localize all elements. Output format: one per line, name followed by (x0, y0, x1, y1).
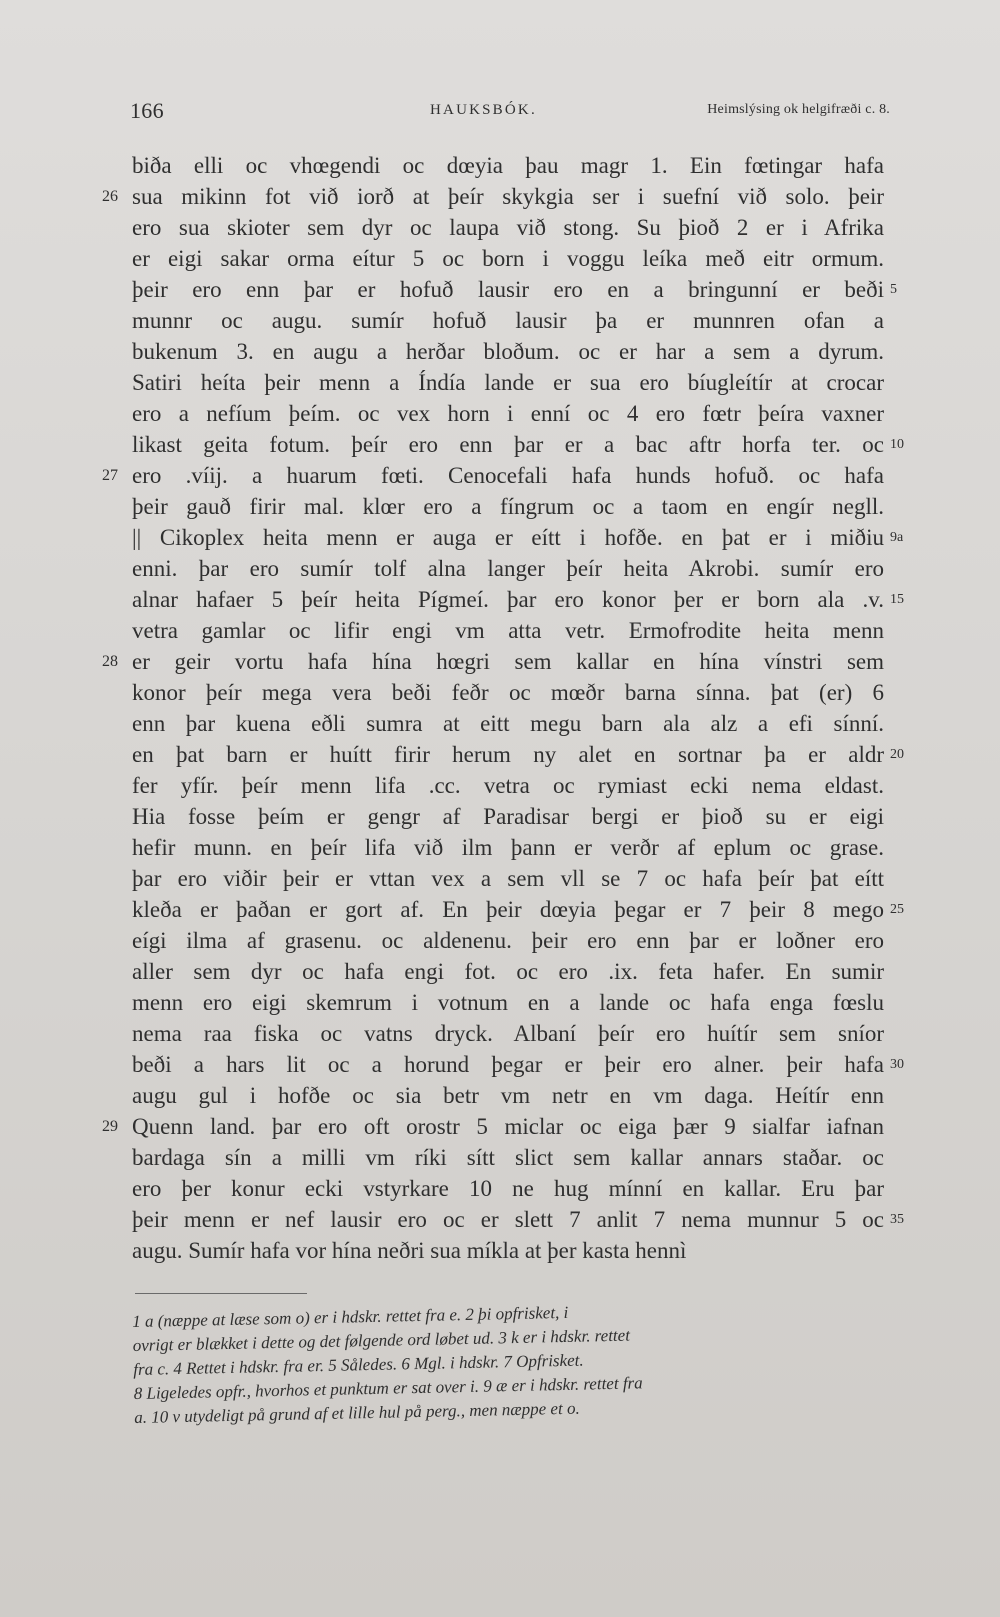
line-text: augu. Sumír hafa vor hína neðri sua míkla at þer kasta hennì (132, 1238, 687, 1263)
footnote-line: ovrigt er blækket i dette og det følgende ord løbet ud. 3 k er i hdskr. rettet (132, 1325, 631, 1355)
text-line (132, 1173, 892, 1204)
line-text: ero a nefíum þeím. oc vex horn i enní oc 4 ero fœtr þeíra vaxner (132, 401, 884, 426)
text-line (132, 553, 892, 584)
right-margin-number: 9a (890, 530, 904, 545)
line-text: þeir menn er nef lausir ero oc er slett 7 anlit 7 nema munnur 5 oc (132, 1207, 884, 1232)
running-title: HAUKSBÓK. (430, 102, 537, 118)
line-text: ero .víij. a huarum fœti. Cenocefali hafa hunds hofuð. oc hafa (132, 463, 884, 488)
line-text: er geir vortu hafa hína hœgri sem kallar en hína vínstri sem (132, 649, 884, 674)
text-line (132, 212, 892, 243)
text-line (132, 522, 904, 553)
line-text: vetra gamlar oc lifir engi vm atta vetr. Ermofrodite heita menn (132, 618, 884, 643)
line-text: biða elli oc vhœgendi oc dœyia þau magr 1. Ein fœtingar hafa (132, 153, 884, 178)
line-text: en þat barn er huítt firir herum ny alet en sortnar þa er aldr (132, 742, 884, 767)
line-text: þar ero viðir þeir er vttan vex a sem vll se 7 oc hafa þeír þat eítt (132, 866, 884, 891)
line-text: beði a hars lit oc a horund þegar er þeir ero alner. þeir hafa (132, 1052, 884, 1077)
line-text: þeir gauð firir mal. klœr ero a fíngrum oc a taom en engír negll. (132, 494, 884, 519)
line-text: fer yfír. þeír menn lifa .cc. vetra oc rymiast ecki nema eldast. (132, 773, 884, 798)
line-text: nema raa fiska oc vatns dryck. Albaní þeír ero huítír sem sníor (132, 1021, 884, 1046)
text-line (132, 1018, 892, 1049)
text-line (132, 274, 897, 305)
left-margin-number: 29 (102, 1118, 118, 1135)
text-line (132, 367, 892, 398)
right-margin-number: 5 (890, 282, 897, 297)
line-text: munnr oc augu. sumír hofuð lausir þa er munnren ofan a (132, 308, 884, 333)
text-line (132, 832, 892, 863)
left-margin-number: 26 (102, 188, 118, 205)
line-text: Satiri heíta þeir menn a Índía lande er sua ero bíugleítír at crocar (132, 370, 884, 395)
line-text: bukenum 3. en augu a herðar bloðum. oc er har a sem a dyrum. (132, 339, 884, 364)
line-text: enn þar kuena eðli sumra at eitt megu barn ala alz a efi sínní. (132, 711, 884, 736)
line-text: Hia fosse þeím er gengr af Paradisar bergi er þioð su er eigi (132, 804, 884, 829)
text-line (132, 305, 892, 336)
text-line (132, 708, 892, 739)
text-line (132, 491, 892, 522)
text-line (132, 398, 892, 429)
right-margin-number: 15 (890, 592, 904, 607)
footnote-rule (135, 1293, 307, 1294)
footnote-line: a. 10 v utydeligt på grund af et lille hul på perg., men næppe et o. (134, 1398, 580, 1427)
right-margin-number: 30 (890, 1057, 904, 1072)
text-line (132, 429, 904, 460)
line-text: menn ero eigi skemrum i votnum en a lande oc hafa enga fœslu (132, 990, 884, 1015)
text-line (132, 739, 904, 770)
text-line (132, 1080, 892, 1111)
line-text: ero sua skioter sem dyr oc laupa við stong. Su þioð 2 er i Afrika (132, 215, 884, 240)
right-margin-number: 20 (890, 747, 904, 762)
text-line (132, 150, 892, 181)
line-text: alnar hafaer 5 þeír heita Pígmeí. þar ero konor þer er born ala .v. (132, 587, 884, 612)
line-text: aller sem dyr oc hafa engi fot. oc ero .ix. feta hafer. En sumir (132, 959, 884, 984)
section-title: Heimslýsing ok helgifræði c. 8. (707, 102, 890, 117)
line-text: augu gul i hofðe oc sia betr vm netr en vm daga. Heítír enn (132, 1083, 884, 1108)
text-line (132, 894, 904, 925)
text-line (132, 956, 892, 987)
text-line (102, 460, 892, 491)
line-text: kleða er þaðan er gort af. En þeir dœyia þegar er 7 þeir 8 mego (132, 897, 884, 922)
footnote-line: 8 Ligeledes opfr., hvorhos et punktum er sat over i. 9 æ er i hdskr. rettet fra (133, 1373, 643, 1403)
footnote-line: fra c. 4 Rettet i hdskr. fra er. 5 Således. 6 Mgl. i hdskr. 7 Opfrisket. (133, 1350, 584, 1379)
text-line (132, 677, 892, 708)
page-header (130, 98, 890, 128)
line-text: ero þer konur ecki vstyrkare 10 ne hug mínní en kallar. Eru þar (132, 1176, 884, 1201)
footnote-line: 1 a (næppe at læse som o) er i hdskr. rettet fra e. 2 þi opfrisket, i (132, 1302, 569, 1331)
text-line (132, 987, 892, 1018)
text-line (132, 615, 892, 646)
text-line (132, 925, 892, 956)
line-text: eígi ilma af grasenu. oc aldenenu. þeir ero enn þar er loðner ero (132, 928, 884, 953)
right-margin-number: 10 (890, 437, 904, 452)
text-line (132, 1049, 904, 1080)
text-line (132, 1235, 892, 1266)
line-text: Quenn land. þar ero oft orostr 5 miclar oc eiga þær 9 sialfar iafnan (132, 1114, 884, 1139)
text-line (132, 1204, 904, 1235)
line-text: enni. þar ero sumír tolf alna langer þeír heita Akrobi. sumír ero (132, 556, 884, 581)
text-line (132, 243, 892, 274)
line-text: konor þeír mega vera beði feðr oc mœðr barna sínna. þat (er) 6 (132, 680, 884, 705)
right-margin-number: 35 (890, 1212, 904, 1227)
line-text: || Cikoplex heita menn er auga er eítt i hofðe. en þat er i miðiu (132, 525, 884, 550)
line-text: bardaga sín a milli vm ríki sítt slict sem kallar annars staðar. oc (132, 1145, 884, 1170)
body-text (102, 150, 904, 1266)
text-line (102, 1111, 892, 1142)
text-line (132, 1142, 892, 1173)
text-line (132, 863, 892, 894)
line-text: likast geita fotum. þeír ero enn þar er a bac aftr horfa ter. oc (132, 432, 884, 457)
right-margin-number: 25 (890, 902, 904, 917)
line-text: þeir ero enn þar er hofuð lausir ero en a bringunní er beði (132, 277, 884, 302)
left-margin-number: 28 (102, 653, 118, 670)
footnotes (132, 1294, 894, 1430)
text-line (132, 584, 904, 615)
page-number: 166 (130, 98, 164, 123)
text-line (132, 336, 892, 367)
text-line (132, 801, 892, 832)
text-line (102, 181, 892, 212)
text-line (132, 770, 892, 801)
line-text: er eigi sakar orma eítur 5 oc born i voggu leíka með eitr ormum. (132, 246, 884, 271)
line-text: sua mikinn fot við iorð at þeír skykgia ser i suefní við solo. þeir (132, 184, 884, 209)
line-text: hefir munn. en þeír lifa við ilm þann er verðr af eplum oc grase. (132, 835, 884, 860)
text-line (102, 646, 892, 677)
left-margin-number: 27 (102, 467, 118, 484)
